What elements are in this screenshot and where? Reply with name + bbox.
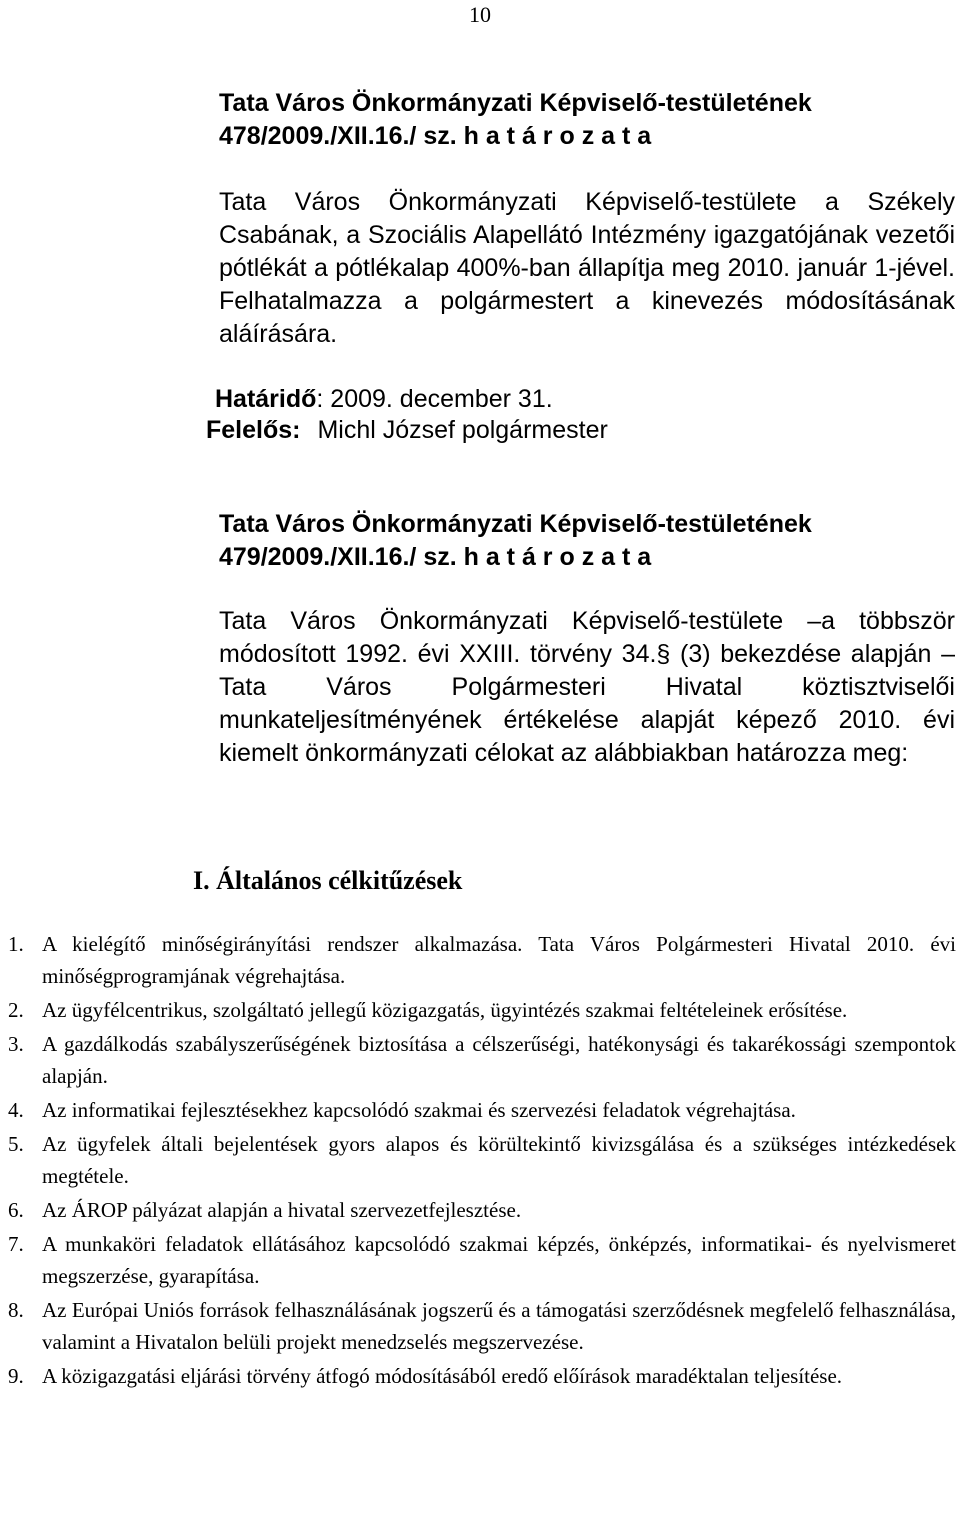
resolution-479-title bbox=[219, 508, 955, 574]
list-item bbox=[8, 1228, 956, 1292]
list-item-number: 8. bbox=[8, 1298, 24, 1322]
list-item-text: A kielégítő minőségirányítási rendszer alkalmazása. Tata Város Polgármesteri Hivatal 2010. évi minőségprogramjának végrehajtása. bbox=[42, 932, 956, 988]
deadline-label: Határidő bbox=[215, 385, 317, 413]
resolution-478-title-line1: Tata Város Önkormányzati Képviselő-testületének bbox=[219, 89, 812, 117]
page-number: 10 bbox=[469, 2, 491, 27]
list-item-number: 3. bbox=[8, 1032, 24, 1056]
responsible-value: Michl József polgármester bbox=[317, 416, 608, 444]
list-item-number: 1. bbox=[8, 932, 24, 956]
list-item bbox=[8, 1360, 956, 1392]
list-item bbox=[8, 1194, 956, 1226]
list-item bbox=[8, 994, 956, 1026]
list-item-number: 2. bbox=[8, 998, 24, 1022]
list-item-number: 7. bbox=[8, 1232, 24, 1256]
resolution-479-title-line1: Tata Város Önkormányzati Képviselő-testületének bbox=[219, 510, 812, 538]
list-item-number: 4. bbox=[8, 1098, 24, 1122]
list-item-text: Az ügyfélcentrikus, szolgáltató jellegű közigazgatás, ügyintézés szakmai feltételeinek erősítése. bbox=[42, 998, 848, 1022]
list-item bbox=[8, 928, 956, 992]
resolution-479-title-line2: 479/2009./XII.16./ sz. h a t á r o z a t a bbox=[219, 543, 652, 571]
list-item-text: A gazdálkodás szabályszerűségének biztosítása a célszerűségi, hatékonysági és takarékossági szempontok alapján. bbox=[42, 1032, 956, 1088]
list-item-text: Az ÁROP pályázat alapján a hivatal szervezetfejlesztése. bbox=[42, 1198, 522, 1222]
resolution-478-responsible bbox=[206, 414, 946, 447]
deadline-value: : 2009. december 31. bbox=[316, 385, 553, 413]
list-item-number: 6. bbox=[8, 1198, 24, 1222]
resolution-478-title bbox=[219, 87, 955, 153]
list-item bbox=[8, 1294, 956, 1358]
list-item-text: A munkaköri feladatok ellátásához kapcsolódó szakmai képzés, önképzés, informatikai- és nyelvismeret megszerzése, gyarapítása. bbox=[42, 1232, 956, 1288]
list-item-number: 9. bbox=[8, 1364, 24, 1388]
list-item-number: 5. bbox=[8, 1132, 24, 1156]
resolution-478-deadline bbox=[215, 383, 955, 416]
resolution-478-title-line2: 478/2009./XII.16./ sz. h a t á r o z a t a bbox=[219, 122, 652, 150]
list-item-text: Az ügyfelek általi bejelentések gyors alapos és körültekintő kivizsgálása és a szükséges intézkedések megtétele. bbox=[42, 1132, 956, 1188]
list-item bbox=[8, 1128, 956, 1192]
section-heading: I. Általános célkitűzések bbox=[193, 866, 463, 895]
list-item-text: Az informatikai fejlesztésekhez kapcsolódó szakmai és szervezési feladatok végrehajtása. bbox=[42, 1098, 796, 1122]
resolution-479-body: Tata Város Önkormányzati Képviselő-testülete –a többször módosított 1992. évi XXIII. törvény 34.§ (3) bekezdése alapján –Tata Város Polgármesteri Hivatal köztisztviselői munkateljesítményének értékelése alapját képező 2010. évi kiemelt önkormányzati célokat az alábbiakban határozza meg: bbox=[219, 607, 955, 767]
list-item bbox=[8, 1028, 956, 1092]
list-item-text: A közigazgatási eljárási törvény átfogó módosításából eredő előírások maradéktalan teljesítése. bbox=[42, 1364, 843, 1388]
responsible-label: Felelős: bbox=[206, 416, 301, 444]
list-item-text: Az Európai Uniós források felhasználásának jogszerű és a támogatási szerződésnek megfelelő felhasználása, valamint a Hivatalon belüli projekt menedzselés megszervezése. bbox=[42, 1298, 956, 1354]
list-item bbox=[8, 1094, 956, 1126]
resolution-478-body: Tata Város Önkormányzati Képviselő-testülete a Székely Csabának, a Szociális Alapellátó Intézmény igazgatójának vezetői pótlékát a pótlékalap 400%-ban állapítja meg 2010. január 1-jével. Felhatalmazza a polgármestert a kinevezés módosításának aláírására. bbox=[219, 188, 955, 348]
goals-list bbox=[8, 928, 956, 1394]
